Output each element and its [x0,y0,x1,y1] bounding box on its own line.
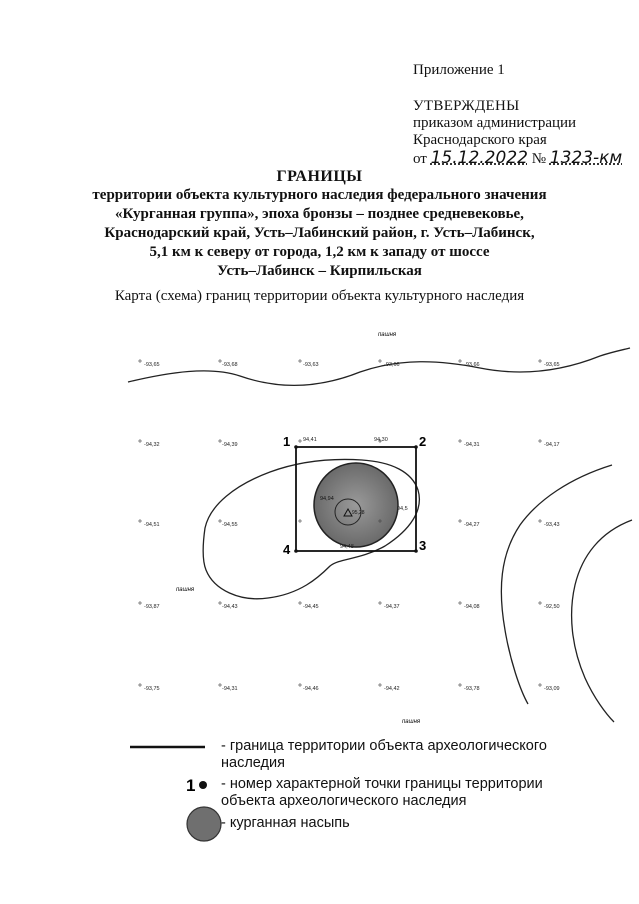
title-line: «Курганная группа», эпоха бронзы – позднее средневековье, [115,206,524,222]
elevation-label: -93,09 [544,686,560,692]
elevation-label: -94,37 [384,604,400,610]
elevation-label: -94,43 [222,604,238,610]
elevation-label: 94,41 [303,437,317,443]
title-heading: ГРАНИЦЫ [276,168,363,185]
elevation-label: -94,45 [303,604,319,610]
date-prefix: от [413,151,427,167]
elevation-label: -93,63 [303,362,319,368]
legend-boundary [221,738,547,772]
land-label: пашня [378,332,397,338]
elevation-label: -94,08 [464,604,480,610]
elevation-label: -94,42 [384,686,400,692]
elevation-label: -93,87 [144,604,160,610]
corner-point-number: 4 [283,542,291,557]
legend-point-dot [199,781,207,789]
legend-mound: - курганная насыпь [221,815,350,831]
elevation-row [144,362,560,368]
elevation-label: -93,78 [464,686,480,692]
elevation-label: -94,31 [222,686,238,692]
legend-point [221,776,543,810]
appendix-label: Приложение 1 [413,62,505,78]
elevation-label: -92,50 [544,604,560,610]
elevation-label: 94,48 [340,544,354,550]
elevation-label: -94,32 [144,442,160,448]
elevation-label: -94,55 [222,522,238,528]
corner-point-number: 2 [419,434,427,449]
elevation-label: -93,65 [144,362,160,368]
order-number: 1323-км [549,148,623,168]
title-line: 5,1 км к северу от города, 1,2 км к западу от шоссе [149,244,490,260]
elevation-label: -93,66 [464,362,480,368]
elevation-row [144,604,560,610]
approved-title: УТВЕРЖДЕНЫ [413,98,520,114]
legend-point-line-1: - номер характерной точки границы территории [221,776,543,792]
legend-point-line-2: объекта археологического наследия [221,793,467,809]
corner-point-number: 1 [283,434,291,449]
corner-point-dot [414,445,418,449]
contour-line [501,465,612,704]
order-date: 15.12.2022 [430,148,528,168]
approved-line-1: приказом администрации [413,115,577,131]
legend-boundary-line-2: наследия [221,755,285,771]
legend-boundary-line-1: - граница территории объекта археологического [221,738,547,754]
approved-line-2: Краснодарского края [413,132,547,148]
corner-point-dot [294,549,298,553]
mound-left-label: 94,94 [320,496,334,502]
elevation-label: -94,17 [544,442,560,448]
legend-mound-symbol [187,807,221,841]
elevation-label: -93,43 [544,522,560,528]
land-label: пашня [176,587,195,593]
corner-point-number: 3 [419,538,427,553]
elevation-label: -93,68 [222,362,238,368]
legend-point-number: 1 [186,776,196,795]
elevation-label: -94,51 [144,522,160,528]
mound-fill [314,463,398,547]
map-caption: Карта (схема) границ территории объекта культурного наследия [114,288,525,304]
elevation-label: 94,30 [374,437,388,443]
corner-point-dot [294,445,298,449]
elevation-label: -93,66 [384,362,400,368]
title-line: территории объекта культурного наследия федерального значения [92,187,547,203]
elevation-label: -94,27 [464,522,480,528]
title-line: Краснодарский край, Усть–Лабинский район, г. Усть–Лабинск, [104,225,535,241]
corner-point-dot [414,549,418,553]
elevation-label: -93,65 [544,362,560,368]
elevation-label: -94,31 [464,442,480,448]
elevation-label: 94,5 [397,506,408,512]
title-line: Усть–Лабинск – Кирпильская [217,263,422,279]
elevation-label: -93,75 [144,686,160,692]
elevation-row [144,686,560,692]
elevation-label: -94,46 [303,686,319,692]
land-label: пашня [402,719,421,725]
elevation-label: -94,39 [222,442,238,448]
contour-line [572,520,632,722]
number-sign: № [531,151,547,167]
mound-center-label: 95,28 [352,510,365,516]
